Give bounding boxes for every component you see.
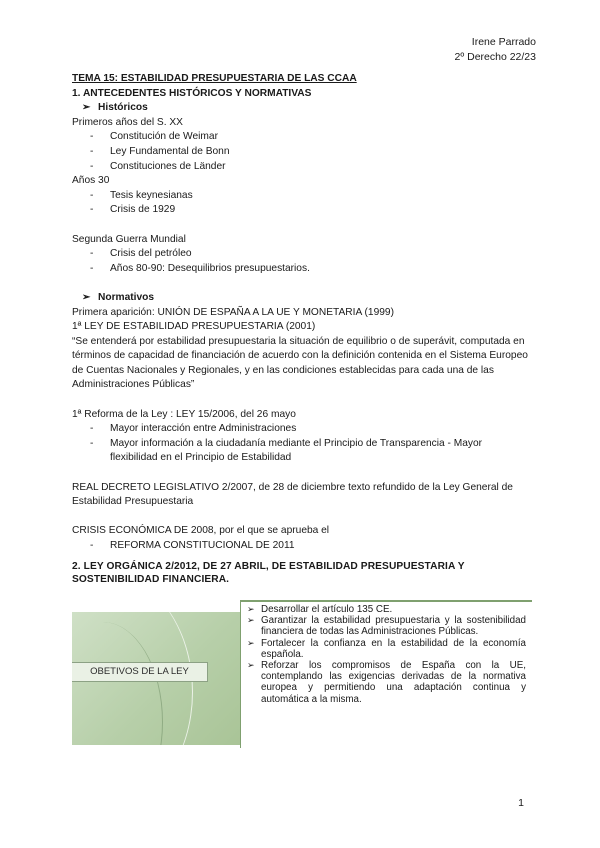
section-1-heading: 1. ANTECEDENTES HISTÓRICOS Y NORMATIVAS	[72, 87, 312, 99]
real-decreto-paragraph: REAL DECRETO LEGISLATIVO 2/2007, de 28 de diciembre texto refundido de la Ley General de Estabilidad Presupuestaria	[72, 481, 513, 508]
list-item: - Constituciones de Länder	[88, 160, 532, 175]
figure-objectives-list-panel	[240, 600, 532, 748]
historicos-list-1	[72, 130, 532, 174]
normativos-line-2: 1ª LEY DE ESTABILIDAD PRESUPUESTARIA (2001)	[72, 321, 316, 333]
list-item: - Tesis keynesianas	[88, 189, 532, 204]
document-title: TEMA 15: ESTABILIDAD PRESUPUESTARIA DE LAS CCAA	[72, 73, 357, 84]
figure-graphic-panel	[72, 612, 240, 745]
reforma-list	[72, 422, 532, 466]
objectives-list	[247, 604, 526, 705]
author-name: Irene Parrado	[471, 36, 536, 48]
historicos-intro-3: Segunda Guerra Mundial	[72, 233, 186, 245]
page-number: 1	[518, 797, 524, 809]
objectives-figure	[72, 600, 532, 748]
figure-label: OBETIVOS DE LA LEY	[72, 662, 208, 682]
page-header	[455, 35, 536, 65]
section-2-heading: 2. LEY ORGÁNICA 2/2012, DE 27 ABRIL, DE ESTABILIDAD PRESUPUESTARIA Y SOSTENIBILIDAD FINANCIERA.	[72, 560, 465, 585]
historicos-list-2	[72, 189, 532, 218]
subheading-historicos: ➢ Históricos	[72, 101, 532, 116]
crisis-list	[72, 539, 532, 554]
objective-item: ➢ Reforzar los compromisos de España con la UE, contemplando las exigencias derivadas de la normativa europea y permitiendo una adaptación continua y automática a la misma.	[247, 660, 526, 705]
arrow-bullet-icon: ➢	[82, 102, 91, 114]
list-item: - REFORMA CONSTITUCIONAL DE 2011	[88, 539, 532, 554]
course-label: 2º Derecho 22/23	[454, 51, 536, 63]
definition-quote: “Se entenderá por estabilidad presupuestaria la situación de equilibrio o de superávit, computada en términos de capacidad de financiación de acuerdo con la definición contenida en el Sistema Europeo de Cuentas Nacionales y Regionales, y en las condiciones establecidas para cada una de las Administraciones Públicas”	[72, 335, 528, 391]
normativos-line-1: Primera aparición: UNIÓN DE ESPAÑA A LA UE Y MONETARIA (1999)	[72, 306, 394, 318]
objective-item: ➢ Fortalecer la confianza en la estabilidad de la economía española.	[247, 638, 526, 660]
list-item: - Mayor interacción entre Administraciones	[88, 422, 532, 437]
list-item: - Crisis del petróleo	[88, 247, 532, 262]
historicos-list-3	[72, 247, 532, 276]
list-item: - Ley Fundamental de Bonn	[88, 145, 532, 160]
historicos-intro-1: Primeros años del S. XX	[72, 116, 183, 128]
list-item: - Constitución de Weimar	[88, 130, 532, 145]
objective-item: ➢ Garantizar la estabilidad presupuestaria y la sostenibilidad financiera de todas las Administraciones Públicas.	[247, 615, 526, 637]
objective-item: ➢ Desarrollar el artículo 135 CE.	[247, 604, 526, 615]
historicos-intro-2: Años 30	[72, 175, 110, 187]
list-item: - Mayor información a la ciudadanía mediante el Principio de Transparencia - Mayor flexibilidad en el Principio de Estabilidad	[88, 437, 532, 466]
list-item: - Crisis de 1929	[88, 203, 532, 218]
subheading-normativos: ➢ Normativos	[72, 291, 532, 306]
arrow-bullet-icon: ➢	[82, 291, 91, 303]
list-item: - Años 80-90: Desequilibrios presupuestarios.	[88, 262, 532, 277]
crisis-paragraph: CRISIS ECONÓMICA DE 2008, por el que se aprueba el	[72, 525, 330, 537]
document-body	[72, 72, 532, 586]
reforma-heading: 1ª Reforma de la Ley : LEY 15/2006, del 26 mayo	[72, 408, 296, 420]
